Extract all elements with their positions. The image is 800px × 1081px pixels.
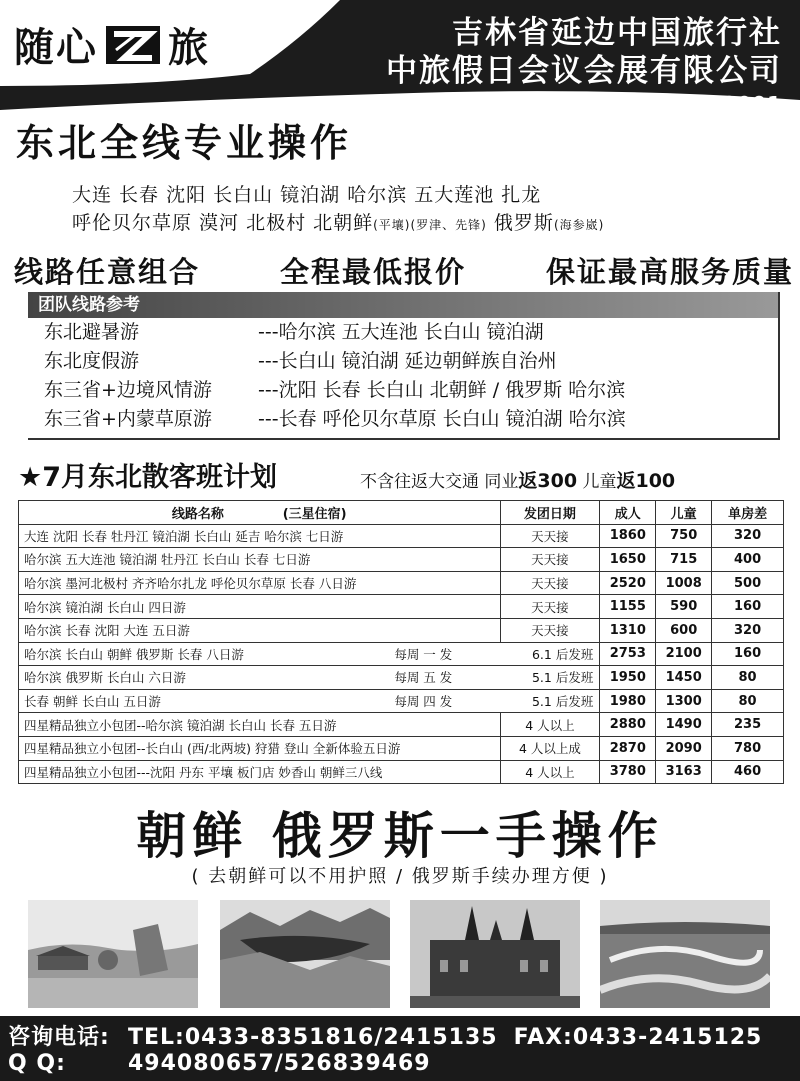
slogan-item: 保证最高服务质量	[545, 255, 794, 289]
dest-text: 俄罗斯	[493, 212, 554, 234]
slogan-item: 线路任意组合	[14, 255, 201, 289]
qq-label: Q Q:	[8, 1051, 66, 1076]
fax-number: FAX:0433-2415125	[513, 1025, 763, 1050]
slogan-item: 全程最低报价	[279, 255, 466, 289]
plan-note-text: 儿童	[577, 472, 617, 492]
brand-logo-icon	[104, 22, 162, 68]
table-row: 大连 沈阳 长春 牡丹江 镜泊湖 长白山 延吉 哈尔滨 七日游 天天接 1860 750 320	[19, 524, 784, 548]
dest-note: (罗津、先锋)	[410, 218, 487, 232]
route-name: 东北避暑游	[44, 321, 140, 343]
changbai-lake-photo	[220, 900, 390, 1008]
route-desc: ---长春 呼伦贝尔草原 长白山 镜泊湖 哈尔滨	[258, 408, 626, 430]
dest-note: (海参崴)	[553, 218, 605, 232]
headline: 东北全线专业操作	[16, 121, 353, 165]
north-pole-village-stone-photo	[28, 900, 198, 1008]
table-row: 哈尔滨 俄罗斯 长白山 六日游 每周 五 发 5.1 后发班 1950 1450 80	[19, 666, 784, 690]
schedule-table	[18, 500, 784, 784]
route-desc: ---哈尔滨 五大连池 长白山 镜泊湖	[258, 321, 544, 343]
header	[0, 0, 800, 118]
tel-number: TEL:0433-8351816/2415135	[128, 1025, 498, 1050]
dest-text: 呼伦贝尔草原 漠河 北极村 北朝鲜	[72, 212, 374, 234]
group-routes-box	[28, 292, 780, 440]
table-row: 四星精品独立小包团---沈阳 丹东 平壤 板门店 妙香山 朝鲜三八线 4 人以上 3780 3163 460	[19, 760, 784, 784]
grassland-river-photo	[600, 900, 770, 1008]
moscow-red-building-photo	[410, 900, 580, 1008]
company-info	[386, 14, 782, 116]
route-name: 东三省+边境风情游	[44, 379, 212, 401]
col-header-date: 发团日期	[500, 501, 600, 525]
table-row: 哈尔滨 墨河北极村 齐齐哈尔扎龙 呼伦贝尔草原 长春 八日游 天天接 2520 1008 500	[19, 571, 784, 595]
dest-note: (平壤)	[373, 218, 411, 232]
plan-note-rebate: 返100	[616, 470, 676, 492]
route-row	[28, 318, 778, 347]
table-row: 四星精品独立小包团--哈尔滨 镜泊湖 长白山 长春 五日游 4 人以上 2880 1490 235	[19, 713, 784, 737]
route-desc: ---长白山 镜泊湖 延边朝鲜族自治州	[258, 350, 557, 372]
col-header-adult: 成人	[600, 501, 656, 525]
route-name: 东三省+内蒙草原游	[44, 408, 212, 430]
destinations-line1: 大连 长春 沈阳 长白山 镜泊湖 哈尔滨 五大莲池 扎龙	[72, 184, 542, 206]
col-header-single: 单房差	[712, 501, 784, 525]
footer	[0, 1016, 800, 1081]
brand	[14, 16, 210, 73]
col-header-child: 儿童	[656, 501, 712, 525]
table-row: 哈尔滨 长春 沈阳 大连 五日游 天天接 1310 600 320	[19, 618, 784, 642]
plan-note-text: 不含往返大交通 同业	[360, 472, 519, 492]
table-header-row	[19, 501, 784, 525]
route-row	[28, 405, 778, 434]
photo-strip	[28, 900, 780, 1012]
plan-note-rebate: 返300	[518, 470, 578, 492]
table-row: 四星精品独立小包团--长白山 (西/北两坡) 狩猎 登山 全新体验五日游 4 人以上成 2870 2090 780	[19, 736, 784, 760]
footer-contact-row	[8, 1020, 762, 1051]
big-title: 朝鲜 俄罗斯一手操作	[136, 807, 664, 865]
col-header-name: 线路名称 (三星住宿)	[19, 501, 501, 525]
table-row: 哈尔滨 长白山 朝鲜 俄罗斯 长春 八日游 每周 一 发 6.1 后发班 2753 2100 160	[19, 642, 784, 666]
destinations-line2	[72, 208, 604, 235]
slogan	[14, 250, 794, 291]
table-row: 哈尔滨 镜泊湖 长白山 四日游 天天接 1155 590 160	[19, 595, 784, 619]
plan-title: ★7月东北散客班计划	[18, 462, 277, 493]
company-name-line2: 中旅假日会议会展有限公司	[386, 53, 782, 89]
brand-text-left: 随心	[14, 25, 98, 71]
route-row	[28, 376, 778, 405]
table-row: 长春 朝鲜 长白山 五日游 每周 四 发 5.1 后发班 1980 1300 80	[19, 689, 784, 713]
license-number: L-JL00001	[662, 92, 782, 116]
footer-qq-row	[8, 1051, 431, 1076]
brand-text-right: 旅	[168, 25, 210, 71]
company-name-line1: 吉林省延边中国旅行社	[452, 15, 782, 51]
route-row	[28, 347, 778, 376]
qq-number: 494080657/526839469	[128, 1051, 431, 1076]
route-name: 东北度假游	[44, 350, 140, 372]
route-desc: ---沈阳 长春 长白山 北朝鲜 / 俄罗斯 哈尔滨	[258, 379, 626, 401]
table-row: 哈尔滨 五大连池 镜泊湖 牡丹江 长白山 长春 七日游 天天接 1650 715 400	[19, 548, 784, 572]
big-subtitle: ( 去朝鲜可以不用护照 / 俄罗斯手续办理方便 )	[191, 866, 609, 887]
group-routes-title: 团队线路参考	[28, 292, 778, 318]
plan-note	[360, 466, 675, 493]
contact-label: 咨询电话:	[8, 1025, 110, 1050]
